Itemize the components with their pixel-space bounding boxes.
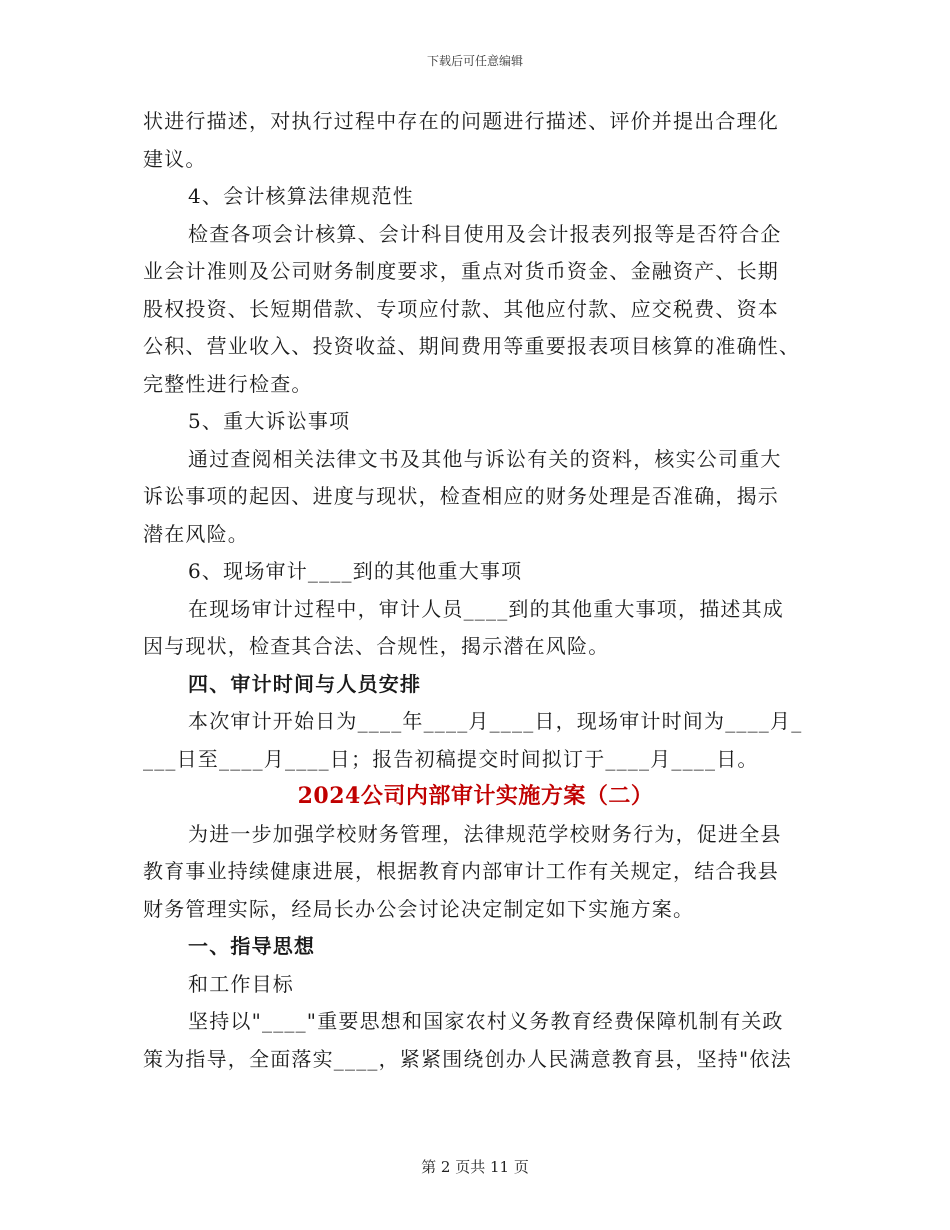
paragraph-line: 潜在风险。 — [143, 521, 249, 546]
page-footer: 第 2 页共 11 页 — [421, 1158, 529, 1176]
paragraph-line: 股权投资、长短期借款、专项应付款、其他应付款、应交税费、资本 — [143, 296, 779, 321]
paragraph-line: 完整性进行检查。 — [143, 371, 313, 396]
paragraph-line: 公积、营业收入、投资收益、期间费用等重要报表项目核算的准确性、 — [143, 334, 801, 358]
paragraph-line: 检查各项会计核算、会计科目使用及会计报表列报等是否符合企 — [188, 221, 782, 246]
section-heading: 一、指导思想 — [188, 934, 316, 958]
paragraph-line: 业会计准则及公司财务制度要求，重点对货币资金、金融资产、长期 — [143, 259, 779, 283]
document-title: 2024公司内部审计实施方案（二） — [297, 783, 654, 809]
paragraph-line: 为进一步加强学校财务管理，法律规范学校财务行为，促进全县 — [188, 821, 782, 846]
section-heading: 6、现场审计____到的其他重大事项 — [188, 559, 523, 583]
paragraph-line: 在现场审计过程中，审计人员____到的其他重大事项，描述其成 — [188, 596, 784, 621]
paragraph-line: 策为指导，全面落实____，紧紧围绕创办人民满意教育县，坚持"依法 — [143, 1046, 792, 1071]
paragraph-line: ___日至____月____日；报告初稿提交时间拟订于____月____日。 — [143, 746, 759, 771]
section-heading: 四、审计时间与人员安排 — [188, 671, 422, 696]
paragraph-line: 本次审计开始日为____年____月____日，现场审计时间为____月_ — [188, 709, 803, 733]
section-heading: 4、会计核算法律规范性 — [188, 184, 414, 208]
paragraph-line: 诉讼事项的起因、进度与现状，检查相应的财务处理是否准确，揭示 — [143, 484, 779, 508]
paragraph-line: 因与现状，检查其合法、合规性，揭示潜在风险。 — [143, 634, 610, 658]
document-body — [143, 103, 808, 1078]
paragraph-line: 通过查阅相关法律文书及其他与诉讼有关的资料，核实公司重大 — [188, 446, 782, 471]
paragraph-line: 财务管理实际，经局长办公会讨论决定制定如下实施方案。 — [143, 896, 695, 921]
page-header: 下载后可任意编辑 — [426, 54, 523, 68]
section-heading: 5、重大诉讼事项 — [188, 409, 351, 433]
paragraph-line: 建议。 — [143, 146, 207, 171]
paragraph-line: 坚持以"____"重要思想和国家农村义务教育经费保障机制有关政 — [188, 1009, 784, 1033]
paragraph-line: 教育事业持续健康进展，根据教育内部审计工作有关规定，结合我县 — [143, 859, 779, 883]
paragraph-line: 状进行描述，对执行过程中存在的问题进行描述、评价并提出合理化 — [143, 109, 779, 133]
paragraph-line: 和工作目标 — [188, 971, 294, 996]
